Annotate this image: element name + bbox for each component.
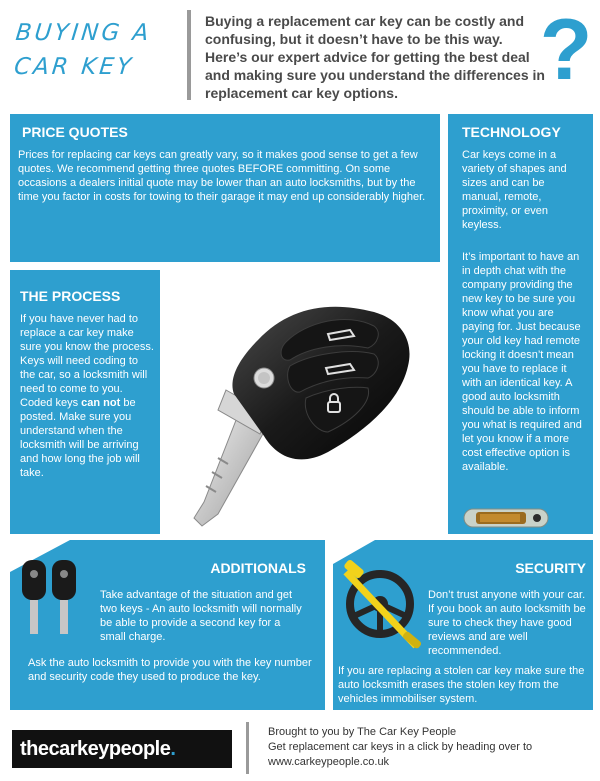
- brand-logo: [12, 730, 232, 768]
- footer-line-1: Brought to you by The Car Key People: [268, 726, 457, 738]
- process-text-a: If you have never had to replace a car key make sure you know the process. Keys will need coding to the car, so a locksmith will need to come to you. Coded keys: [20, 313, 154, 409]
- additionals-heading: ADDITIONALS: [210, 560, 306, 576]
- additionals-text-1: Take advantage of the situation and get two keys - An auto locksmith will normally be able to provide a second key for a small charge.: [100, 589, 302, 643]
- intro-text: Buying a replacement car key can be costly and confusing, but it doesn’t have to be this way. Here’s our expert advice for getting the best deal and making sure you understand the differences in replacement car key options.: [205, 13, 545, 101]
- question-mark-icon: ?: [539, 2, 593, 98]
- technology-heading: TECHNOLOGY: [462, 124, 561, 140]
- brand-logo-text: thecarkeypeople: [20, 738, 171, 760]
- process-text: [20, 312, 156, 480]
- process-heading: THE PROCESS: [20, 288, 121, 304]
- page-title-line1: BUYING A: [14, 20, 153, 46]
- page-title: [10, 16, 192, 84]
- technology-text-1: Car keys come in a variety of shapes and sizes and can be manual, remote, proximity, or even keyless.: [462, 149, 567, 231]
- header-divider: [187, 10, 191, 100]
- transponder-chip-image: [462, 503, 550, 533]
- brand-logo-dot: .: [170, 738, 176, 760]
- car-key-fob-image: [178, 282, 438, 534]
- footer-link[interactable]: www.carkeypeople.co.uk: [268, 756, 390, 768]
- footer-text: [268, 725, 598, 770]
- security-text-1: Don’t trust anyone with your car. If you book an auto locksmith be sure to check they have good reviews and are well recommended.: [428, 589, 586, 657]
- page-title-line2: CAR KEY: [12, 54, 136, 80]
- steering-wheel-lock-image: [336, 554, 426, 654]
- process-text-bold: can not: [81, 397, 121, 409]
- spare-keys-image: [18, 556, 82, 642]
- footer-line-2: Get replacement car keys in a click by heading over to: [268, 741, 533, 753]
- technology-text-2: It’s important to have an in depth chat with the company providing the new key to be sure you know what you are paying for. Just because your old key had remote locking it doesn’t mean you have to replace it with an identical key. A good auto locksmith should be able to inform you what is required and let you know if a more cost effective option is available.: [462, 251, 582, 473]
- additionals-text-2: Ask the auto locksmith to provide you with the key number and security code they used to produce the key.: [28, 657, 312, 683]
- security-heading: SECURITY: [515, 560, 586, 576]
- process-text-b: be posted. Make sure you understand when the locksmith will be arriving and how long the job will take.: [20, 397, 140, 479]
- security-text-2: If you are replacing a stolen car key make sure the auto locksmith erases the stolen key from the vehicles immobiliser system.: [338, 665, 585, 705]
- price-quotes-heading: PRICE QUOTES: [22, 124, 128, 140]
- price-quotes-text: Prices for replacing car keys can greatly vary, so it makes good sense to get a few quotes. We recommend getting three quotes BEFORE committing. On some occasions a dealers initial quote may be lower than an auto locksmiths, but by the time you factor in costs for towing to their garage it may end up considerably higher.: [18, 149, 426, 203]
- footer-divider: [246, 722, 249, 774]
